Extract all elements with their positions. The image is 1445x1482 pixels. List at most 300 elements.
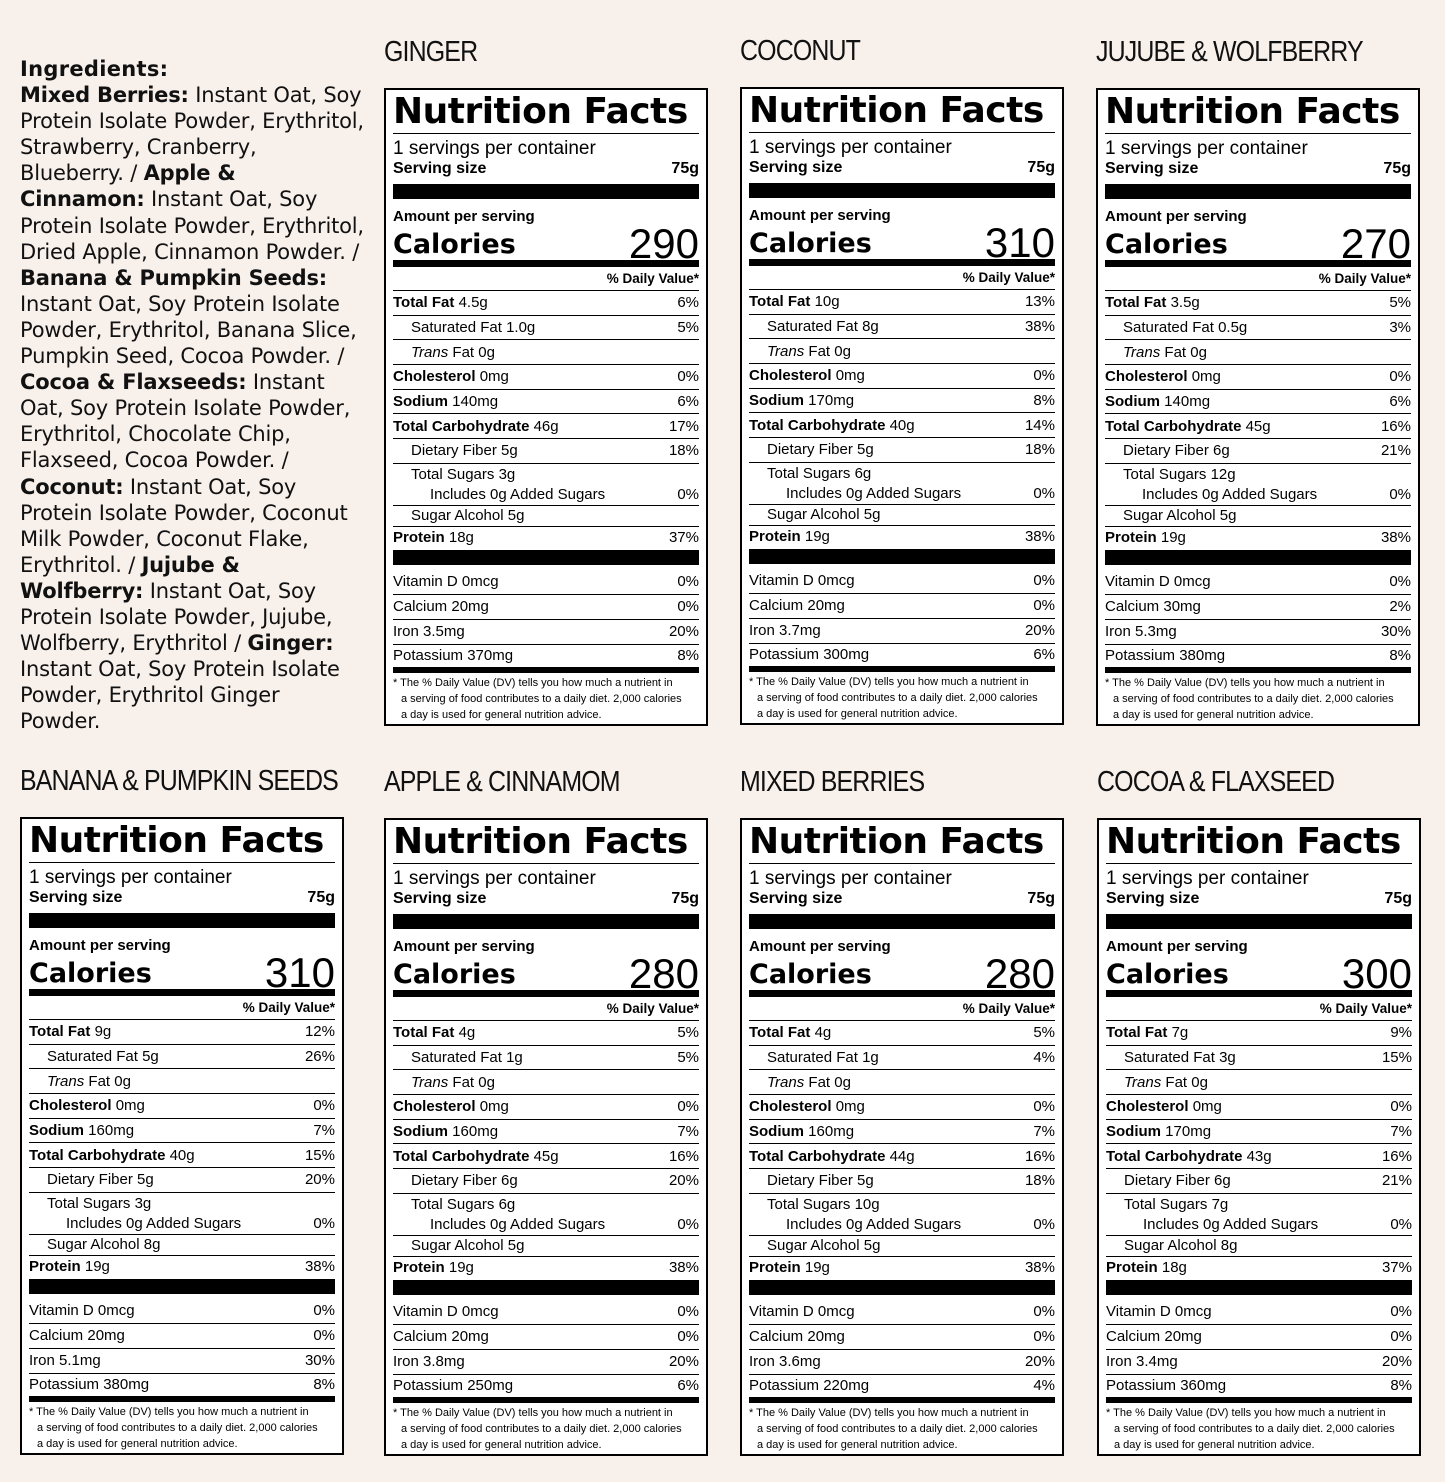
daily-value: 15% <box>1381 1049 1412 1067</box>
daily-value: 7% <box>1033 1123 1055 1141</box>
nutrient-amount: 6g <box>1213 442 1230 460</box>
nutrient-label: Total Carbohydrate <box>393 417 530 435</box>
daily-value: 8% <box>313 1376 335 1394</box>
daily-value: 5% <box>677 1049 699 1067</box>
nutrient-label: Potassium <box>29 1376 100 1394</box>
nutrient-label: Iron <box>749 622 775 640</box>
nutrient-amount: 19g <box>804 1258 830 1276</box>
flavor-title: JUJUBE & WOLFBERRY <box>1096 36 1363 68</box>
nutrient-label: Trans <box>411 343 449 361</box>
footnote <box>29 1402 335 1452</box>
nutrient-amount: 3.5g <box>1170 294 1200 312</box>
dietary-fiber-row <box>29 1168 335 1193</box>
nutrient-amount: Fat 0g <box>1160 343 1207 361</box>
nutrient-label: Sugar Alcohol <box>767 1237 860 1255</box>
calories-value: 280 <box>984 950 1055 997</box>
nutrient-label: Vitamin D 0mcg <box>1106 1303 1212 1321</box>
daily-value: 17% <box>668 417 699 435</box>
daily-value: 7% <box>677 1123 699 1141</box>
nutrient-amount: 6g <box>498 1195 516 1213</box>
sodium-row <box>1105 390 1411 415</box>
potassium-row <box>1105 645 1411 673</box>
nutrient-label: Total Carbohydrate <box>1106 1147 1243 1165</box>
footnote-line: * The % Daily Value (DV) tells you how much a nutrient in <box>393 1406 673 1419</box>
total-fat-row <box>393 291 699 316</box>
vitamin-d-row <box>29 1299 335 1324</box>
daily-value: 21% <box>1381 1172 1412 1190</box>
daily-value: 0% <box>1390 1098 1412 1116</box>
daily-value: 0% <box>677 1216 699 1234</box>
vitamin-d-row <box>1105 570 1411 595</box>
iron-row <box>393 620 699 645</box>
dietary-fiber-row <box>749 438 1055 463</box>
cholesterol-row <box>393 1095 699 1120</box>
daily-value: 8% <box>677 647 699 665</box>
nutrient-label: Sodium <box>749 392 804 410</box>
sodium-row <box>749 389 1055 414</box>
total-sugars-row <box>1105 464 1411 485</box>
added-sugars-row <box>29 1214 335 1235</box>
daily-value: 12% <box>304 1023 335 1041</box>
sodium-row <box>393 1120 699 1145</box>
dietary-fiber-row <box>749 1169 1055 1194</box>
footnote <box>749 672 1055 722</box>
nutrient-label: Iron <box>29 1352 55 1370</box>
calcium-row <box>393 595 699 620</box>
nutrition-facts-heading: Nutrition Facts <box>749 91 1055 133</box>
daily-value: 21% <box>1380 442 1411 460</box>
nutrient-label: Sodium <box>1105 393 1160 411</box>
footnote-line: a day is used for general nutrition advice. <box>401 1438 602 1451</box>
calories-value: 310 <box>264 949 335 996</box>
daily-value: 0% <box>677 368 699 386</box>
serving-size-value: 75g <box>671 890 699 907</box>
saturated-fat-row <box>1106 1046 1412 1071</box>
calories-row <box>1105 220 1411 267</box>
nutrient-amount: 5g <box>137 1171 154 1189</box>
protein-row <box>749 1257 1055 1295</box>
calories-value: 300 <box>1341 950 1412 997</box>
amount-per-serving: Amount per serving <box>749 938 891 955</box>
trans-fat-row <box>749 339 1055 364</box>
nutrient-amount: 40g <box>169 1146 195 1164</box>
serving-size-value: 75g <box>1027 159 1055 176</box>
nutrient-amount: 160mg <box>808 1123 855 1141</box>
nutrient-amount: 0mg <box>479 1098 509 1116</box>
protein-row <box>29 1256 335 1294</box>
total-carbohydrate-row <box>1105 414 1411 439</box>
nutrient-amount: 20mg <box>807 1328 845 1346</box>
nutrient-label: Total Carbohydrate <box>749 416 886 434</box>
dietary-fiber-row <box>393 439 699 464</box>
total-sugars-row <box>393 464 699 485</box>
daily-value: 6% <box>1033 646 1055 664</box>
servings-per-container: 1 servings per container <box>393 138 596 159</box>
serving-size-label: Serving size <box>1106 890 1200 907</box>
potassium-row <box>749 1375 1055 1403</box>
nutrient-amount: 19g <box>84 1257 110 1275</box>
nutrient-label: Saturated Fat <box>1124 1049 1215 1067</box>
daily-value: 38% <box>1024 1258 1055 1276</box>
daily-value: 6% <box>677 1377 699 1395</box>
daily-value: 15% <box>304 1146 335 1164</box>
nutrient-amount: Fat 0g <box>84 1072 131 1090</box>
footnote-line: a serving of food contributes to a daily diet. 2,000 calories <box>757 691 1038 704</box>
iron-row <box>1106 1350 1412 1375</box>
protein-row <box>1105 527 1411 565</box>
ingredient-text: Instant Oat, Soy Protein Isolate Powder, Erythritol, Chocolate Chip, Flaxseed, Cocoa Powder. / <box>20 370 351 473</box>
nutrient-amount: Fat 0g <box>448 1073 495 1091</box>
nutrient-label: Includes 0g Added Sugars <box>430 486 606 504</box>
nutrient-amount: 370mg <box>467 647 514 665</box>
nutrient-label: Total Fat <box>393 294 455 312</box>
nutrient-amount: 3g <box>134 1194 152 1212</box>
total-fat-row <box>393 1021 699 1046</box>
serving-size-value: 75g <box>1027 890 1055 907</box>
vitamin-d-row <box>393 570 699 595</box>
nutrient-label: Total Fat <box>749 1024 811 1042</box>
total-sugars-row <box>1106 1194 1412 1215</box>
ingredients-list <box>20 56 365 734</box>
total-sugars-row <box>749 1194 1055 1215</box>
daily-value: 0% <box>677 1328 699 1346</box>
serving-size-value: 75g <box>1384 890 1412 907</box>
footnote-line: * The % Daily Value (DV) tells you how much a nutrient in <box>1105 676 1385 689</box>
saturated-fat-row <box>29 1045 335 1070</box>
nutrient-amount: 5g <box>507 507 525 525</box>
nutrient-label: Total Sugars <box>411 465 495 483</box>
serving-size-row <box>393 160 699 199</box>
calcium-row <box>749 1325 1055 1350</box>
ingredient-text: Instant Oat, Soy Protein Isolate Powder, Jujube, Wolfberry, Erythritol / <box>20 578 333 656</box>
nutrient-label: Protein <box>393 528 445 546</box>
nutrient-label: Trans <box>411 1073 449 1091</box>
trans-fat-row <box>393 1070 699 1095</box>
total-sugars-row <box>29 1193 335 1214</box>
nutrient-label: Sugar Alcohol <box>767 506 860 524</box>
saturated-fat-row <box>393 316 699 341</box>
nutrient-label: Calcium <box>749 1328 804 1346</box>
nutrient-label: Dietary Fiber <box>1124 1172 1210 1190</box>
nutrient-amount: 7g <box>1211 1195 1229 1213</box>
nutrient-amount: 3.6mg <box>779 1353 821 1371</box>
daily-value: 0% <box>677 1303 699 1321</box>
nutrient-amount: 20mg <box>807 597 845 615</box>
daily-value: 0% <box>1390 1216 1412 1234</box>
daily-value: 0% <box>677 1098 699 1116</box>
daily-value: 18% <box>1024 1172 1055 1190</box>
nutrient-label: Potassium <box>393 647 464 665</box>
nutrient-amount: 5g <box>507 1237 525 1255</box>
calories-label: Calories <box>749 959 872 990</box>
sugar-alcohol-row <box>1106 1236 1412 1257</box>
daily-value: 0% <box>1033 485 1055 503</box>
footnote-line: a serving of food contributes to a daily diet. 2,000 calories <box>401 692 682 705</box>
amount-per-serving: Amount per serving <box>749 207 891 224</box>
nutrition-facts-label <box>384 88 708 726</box>
daily-value: 14% <box>1024 416 1055 434</box>
daily-value: 0% <box>1389 486 1411 504</box>
nutrient-label: Cholesterol <box>1106 1098 1189 1116</box>
footnote-line: * The % Daily Value (DV) tells you how much a nutrient in <box>393 676 673 689</box>
daily-value: 4% <box>1033 1377 1055 1395</box>
sodium-row <box>749 1120 1055 1145</box>
nutrient-label: Total Fat <box>749 293 811 311</box>
nutrient-label: Cholesterol <box>1105 368 1188 386</box>
nutrient-amount: 19g <box>448 1258 474 1276</box>
nutrient-amount: 3.4mg <box>1136 1353 1178 1371</box>
daily-value: 20% <box>668 1353 699 1371</box>
calories-row <box>749 950 1055 997</box>
potassium-row <box>29 1374 335 1402</box>
nutrition-facts-heading: Nutrition Facts <box>1106 822 1412 864</box>
added-sugars-row <box>749 484 1055 505</box>
total-carbohydrate-row <box>749 1144 1055 1169</box>
servings-per-container: 1 servings per container <box>749 868 952 889</box>
nutrition-facts-heading: Nutrition Facts <box>1105 92 1411 134</box>
nutrient-label: Dietary Fiber <box>411 442 497 460</box>
nutrient-amount: 19g <box>804 527 830 545</box>
daily-value-header: % Daily Value* <box>393 997 699 1021</box>
nutrient-label: Includes 0g Added Sugars <box>786 1216 962 1234</box>
total-fat-row <box>1105 291 1411 316</box>
nutrient-label: Potassium <box>1106 1377 1177 1395</box>
footnote-line: a serving of food contributes to a daily diet. 2,000 calories <box>401 1422 682 1435</box>
trans-fat-row <box>1105 340 1411 365</box>
nutrient-amount: Fat 0g <box>448 343 495 361</box>
daily-value: 18% <box>668 442 699 460</box>
cholesterol-row <box>29 1094 335 1119</box>
daily-value: 20% <box>1024 622 1055 640</box>
serving-size-row <box>749 159 1055 198</box>
daily-value: 16% <box>1024 1147 1055 1165</box>
nutrient-amount: 40g <box>889 416 915 434</box>
nutrient-label: Sodium <box>749 1123 804 1141</box>
nutrient-label: Includes 0g Added Sugars <box>66 1215 242 1233</box>
flavor-title: GINGER <box>384 36 478 68</box>
nutrient-label: Vitamin D 0mcg <box>749 1303 855 1321</box>
daily-value: 9% <box>1390 1024 1412 1042</box>
footnote-line: * The % Daily Value (DV) tells you how much a nutrient in <box>1106 1406 1386 1419</box>
nutrient-label: Potassium <box>1105 647 1176 665</box>
vitamin-d-row <box>749 569 1055 594</box>
daily-value-header: % Daily Value* <box>1106 997 1412 1021</box>
daily-value: 20% <box>668 1172 699 1190</box>
ingredient-name: Mixed Berries: <box>20 83 189 108</box>
nutrient-label: Trans <box>1123 343 1161 361</box>
sugar-alcohol-row <box>393 1236 699 1257</box>
nutrient-label: Trans <box>767 1073 805 1091</box>
daily-value: 5% <box>1389 294 1411 312</box>
total-fat-row <box>29 1020 335 1045</box>
nutrition-facts-label <box>740 818 1064 1456</box>
nutrient-amount: 250mg <box>467 1377 514 1395</box>
daily-value: 0% <box>677 598 699 616</box>
nutrient-amount: 43g <box>1246 1147 1272 1165</box>
serving-size-label: Serving size <box>1105 160 1199 177</box>
sugar-alcohol-row <box>393 506 699 527</box>
trans-fat-row <box>1106 1070 1412 1095</box>
daily-value-header: % Daily Value* <box>1105 267 1411 291</box>
footnote-line: a serving of food contributes to a daily diet. 2,000 calories <box>1114 1422 1395 1435</box>
daily-value: 5% <box>677 319 699 337</box>
ingredient-text: Instant Oat, Soy Protein Isolate Powder, Erythritol, Dried Apple, Cinnamon Powder. / <box>20 187 364 264</box>
nutrient-label: Total Carbohydrate <box>1105 417 1242 435</box>
daily-value: 7% <box>1390 1123 1412 1141</box>
daily-value: 7% <box>313 1122 335 1140</box>
nutrient-amount: 160mg <box>88 1122 135 1140</box>
nutrient-label: Protein <box>29 1257 81 1275</box>
footnote-line: a day is used for general nutrition advice. <box>1113 708 1314 721</box>
serving-size-value: 75g <box>307 889 335 906</box>
potassium-row <box>393 1375 699 1403</box>
daily-value: 13% <box>1024 293 1055 311</box>
sodium-row <box>1106 1120 1412 1145</box>
serving-size-row <box>1106 890 1412 929</box>
daily-value: 18% <box>1024 441 1055 459</box>
nutrient-label: Total Carbohydrate <box>749 1147 886 1165</box>
daily-value: 20% <box>1381 1353 1412 1371</box>
nutrient-label: Protein <box>393 1258 445 1276</box>
ingredients-body <box>20 83 364 733</box>
nutrient-label: Includes 0g Added Sugars <box>786 485 962 503</box>
nutrient-label: Total Fat <box>1105 294 1167 312</box>
trans-fat-row <box>393 340 699 365</box>
sugar-alcohol-row <box>29 1235 335 1256</box>
nutrient-amount: 4.5g <box>458 294 488 312</box>
nutrient-label: Vitamin D 0mcg <box>393 573 499 591</box>
nutrient-label: Saturated Fat <box>1123 319 1214 337</box>
nutrient-amount: 5g <box>501 442 518 460</box>
footnote-line: a day is used for general nutrition advice. <box>1114 1438 1315 1451</box>
sodium-row <box>29 1119 335 1144</box>
daily-value: 0% <box>1033 1098 1055 1116</box>
ingredients-title: Ingredients: <box>20 57 169 81</box>
footnote-line: a serving of food contributes to a daily diet. 2,000 calories <box>37 1421 318 1434</box>
sugar-alcohol-row <box>1105 506 1411 527</box>
nutrient-amount: 160mg <box>452 1123 499 1141</box>
total-fat-row <box>749 290 1055 315</box>
nutrient-amount: 3.7mg <box>779 622 821 640</box>
dietary-fiber-row <box>1105 439 1411 464</box>
daily-value: 37% <box>1381 1258 1412 1276</box>
amount-per-serving: Amount per serving <box>1106 938 1248 955</box>
flavor-title: COCONUT <box>740 35 861 67</box>
nutrient-label: Potassium <box>749 1377 820 1395</box>
daily-value: 0% <box>1389 368 1411 386</box>
nutrient-amount: 8g <box>862 318 879 336</box>
nutrient-label: Protein <box>1105 528 1157 546</box>
nutrient-label: Dietary Fiber <box>47 1171 133 1189</box>
nutrient-amount: 6g <box>854 464 872 482</box>
footnote-line: a day is used for general nutrition advice. <box>37 1437 238 1450</box>
protein-row <box>393 1257 699 1295</box>
total-sugars-row <box>749 463 1055 484</box>
nutrition-facts-heading: Nutrition Facts <box>393 822 699 864</box>
nutrient-amount: 20mg <box>1164 1328 1202 1346</box>
nutrient-amount: 6g <box>1214 1172 1231 1190</box>
nutrient-amount: 380mg <box>1179 647 1226 665</box>
nutrition-facts-label <box>384 818 708 1456</box>
daily-value: 0% <box>1033 1328 1055 1346</box>
sugar-alcohol-row <box>749 505 1055 526</box>
nutrient-label: Potassium <box>393 1377 464 1395</box>
nutrient-label: Sugar Alcohol <box>47 1236 140 1254</box>
vitamin-d-row <box>393 1300 699 1325</box>
nutrition-facts-label <box>1097 818 1421 1456</box>
daily-value: 16% <box>1381 1147 1412 1165</box>
nutrient-amount: 0mg <box>115 1097 145 1115</box>
footnote-line: * The % Daily Value (DV) tells you how much a nutrient in <box>29 1405 309 1418</box>
nutrient-label: Iron <box>393 1353 419 1371</box>
calories-value: 310 <box>984 219 1055 266</box>
nutrient-amount: 0.5g <box>1218 319 1248 337</box>
ingredient-name: Cocoa & Flaxseeds: <box>20 370 247 395</box>
daily-value: 6% <box>677 393 699 411</box>
footnote <box>393 673 699 723</box>
calories-label: Calories <box>1105 229 1228 260</box>
potassium-row <box>393 645 699 673</box>
daily-value: 0% <box>677 486 699 504</box>
nutrient-label: Total Sugars <box>1123 465 1207 483</box>
nutrient-label: Cholesterol <box>393 1098 476 1116</box>
nutrient-label: Saturated Fat <box>767 318 858 336</box>
daily-value: 8% <box>1390 1377 1412 1395</box>
nutrient-label: Total Sugars <box>411 1195 495 1213</box>
nutrition-facts-label <box>1096 88 1420 726</box>
daily-value: 0% <box>1033 367 1055 385</box>
nutrient-amount: 18g <box>1161 1258 1187 1276</box>
daily-value: 5% <box>1033 1024 1055 1042</box>
nutrient-amount: 3g <box>1219 1049 1236 1067</box>
amount-per-serving: Amount per serving <box>393 938 535 955</box>
calcium-row <box>393 1325 699 1350</box>
dietary-fiber-row <box>393 1169 699 1194</box>
nutrient-label: Total Sugars <box>767 464 851 482</box>
saturated-fat-row <box>749 1046 1055 1071</box>
saturated-fat-row <box>1105 316 1411 341</box>
daily-value: 0% <box>1033 1216 1055 1234</box>
nutrient-amount: 20mg <box>87 1327 125 1345</box>
cholesterol-row <box>393 365 699 390</box>
nutrient-label: Vitamin D 0mcg <box>1105 573 1211 591</box>
footnote-line: * The % Daily Value (DV) tells you how much a nutrient in <box>749 675 1029 688</box>
nutrient-label: Sugar Alcohol <box>1123 507 1216 525</box>
nutrient-label: Calcium <box>29 1327 84 1345</box>
nutrition-facts-label <box>740 87 1064 725</box>
potassium-row <box>1106 1375 1412 1403</box>
serving-size-row <box>1105 160 1411 199</box>
calories-label: Calories <box>749 228 872 259</box>
added-sugars-row <box>1105 485 1411 506</box>
nutrient-amount: 170mg <box>1165 1123 1212 1141</box>
nutrient-label: Total Carbohydrate <box>393 1147 530 1165</box>
vitamin-d-row <box>749 1300 1055 1325</box>
nutrient-amount: 170mg <box>808 392 855 410</box>
nutrient-label: Iron <box>1105 623 1131 641</box>
flavor-title: MIXED BERRIES <box>740 766 925 798</box>
amount-per-serving: Amount per serving <box>29 937 171 954</box>
nutrient-label: Protein <box>749 1258 801 1276</box>
nutrient-amount: 46g <box>533 417 559 435</box>
daily-value: 30% <box>1380 623 1411 641</box>
nutrient-label: Vitamin D 0mcg <box>29 1302 135 1320</box>
saturated-fat-row <box>749 315 1055 340</box>
nutrient-label: Total Fat <box>1106 1024 1168 1042</box>
daily-value-header: % Daily Value* <box>749 997 1055 1021</box>
nutrition-facts-heading: Nutrition Facts <box>393 92 699 134</box>
footnote-line: a serving of food contributes to a daily diet. 2,000 calories <box>1113 692 1394 705</box>
